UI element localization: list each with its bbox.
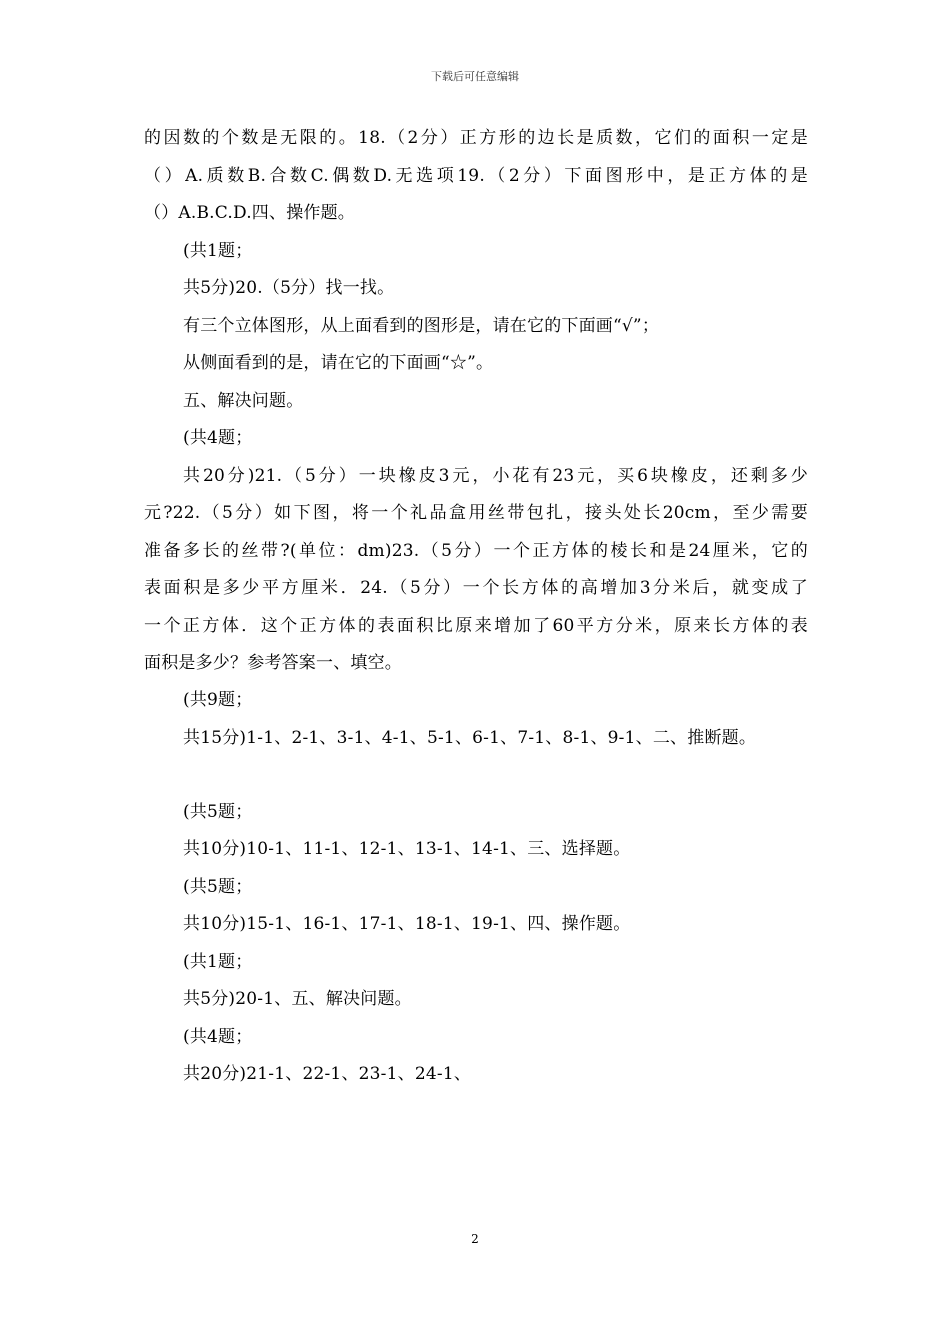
text-line: 的因数的个数是无限的。18.（2分）正方形的边长是质数，它们的面积一定是 (144, 128, 808, 148)
text-line: (共5题； (183, 877, 253, 897)
text-line: 共10分)15-1、16-1、17-1、18-1、19-1、四、操作题。 (183, 914, 631, 934)
text-line: （）A.质数B.合数C.偶数D.无选项19.（2分）下面图形中，是正方体的是 (144, 166, 808, 186)
text-line: 共5分)20.（5分）找一找。 (183, 278, 395, 298)
text-line: 共15分)1-1、2-1、3-1、4-1、5-1、6-1、7-1、8-1、9-1、二、推断题。 (183, 728, 757, 748)
text-line: 共10分)10-1、11-1、12-1、13-1、14-1、三、选择题。 (183, 839, 631, 859)
text-line: (共4题； (183, 428, 253, 448)
text-line: 共20分)21.（5分）一块橡皮3元，小花有23元，买6块橡皮，还剩多少 (183, 466, 808, 486)
text-line: 面积是多少？参考答案一、填空。 (144, 653, 402, 673)
text-line: (共4题； (183, 1027, 253, 1047)
page-header: 下载后可任意编辑 (431, 70, 519, 83)
text-line: 有三个立体图形，从上面看到的图形是，请在它的下面画“√”； (183, 316, 660, 336)
text-line: （）A.B.C.D.四、操作题。 (144, 203, 356, 223)
text-line: 一个正方体．这个正方体的表面积比原来增加了60平方分米，原来长方体的表 (144, 616, 808, 636)
text-line: 表面积是多少平方厘米．24.（5分）一个长方体的高增加3分米后，就变成了 (144, 578, 808, 598)
text-line: (共1题； (183, 241, 253, 261)
text-line: 共20分)21-1、22-1、23-1、24-1、 (183, 1064, 472, 1084)
text-line: 从侧面看到的是，请在它的下面画“☆”。 (183, 353, 494, 373)
text-line: 共5分)20-1、五、解决问题。 (183, 989, 412, 1009)
text-line: (共9题； (183, 690, 253, 710)
text-line: (共1题； (183, 952, 253, 972)
text-line: (共5题； (183, 802, 253, 822)
text-line: 元?22.（5分）如下图，将一个礼品盒用丝带包扎，接头处长20cm，至少需要 (144, 503, 808, 523)
page-number: 2 (471, 1232, 479, 1246)
text-line: 准备多长的丝带?(单位：dm)23.（5分）一个正方体的棱长和是24厘米，它的 (144, 541, 808, 561)
text-line: 五、解决问题。 (183, 391, 304, 411)
